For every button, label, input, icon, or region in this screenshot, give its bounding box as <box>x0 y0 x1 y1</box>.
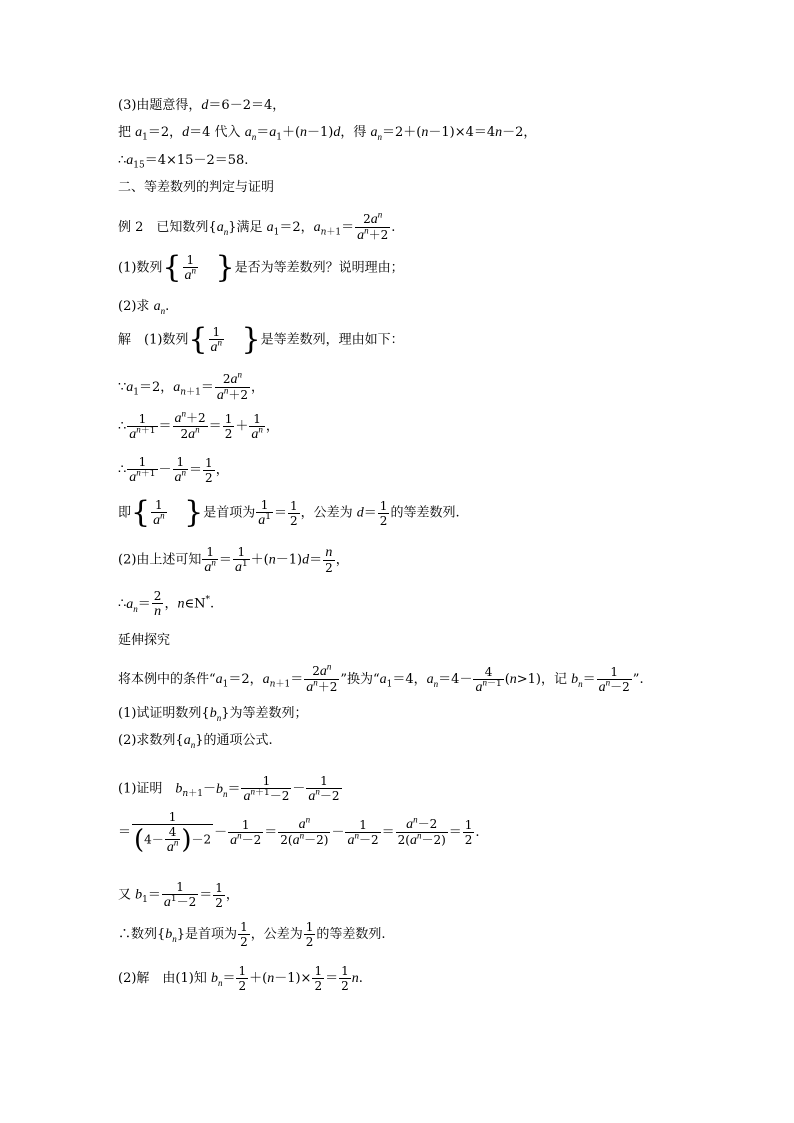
proof-step-1: (1)证明 $b_{n+1}-b_n=$ $\frac{1}{a^{n+1}-2}$ － $\frac{1}{a^n-2}$ <box>118 774 340 804</box>
solution-given: $\because a_1=2$，$a_{n+1}=$ $\frac{2a^n}{a^n+2}$ ， <box>118 369 264 403</box>
proof-b1: 又 $b_1=$ $\frac{1}{a^1-2}$ ＝ $\frac{1}{2}$ ， <box>118 880 239 910</box>
solution-2-extension: (2)解 由(1)知 $b_n=$ $\frac{1}{2}$ ＋(n－1)× $\frac{1}{2}$ ＝ $\frac{1}{2}$ n. <box>118 964 363 993</box>
solution-1-intro: 解 (1)数列{ $\frac{1}{a^n}$ }是等差数列，理由如下： <box>118 322 404 357</box>
solution-2-formula: (2)由上述可知 $\frac{1}{a^n}$ ＝ $\frac{1}{a^1}$ ＋(n－1)d＝ $\frac{n}{2}$ ， <box>118 545 349 575</box>
line-a15: $\therefore a_{15}=4\times 15-2=58$. <box>118 153 249 171</box>
question-2: (2)求 $a_n$. <box>118 299 170 316</box>
extension-question-1: (1)试证明数列$\{b_n\}$为等差数列； <box>118 706 308 723</box>
solution-reciprocal: ∴ $\frac{1}{a^{n+1}}$ ＝ $\frac{a^n+2}{2a^n}$ ＝ $\frac{1}{2}$ ＋ $\frac{1}{a^n}$ ， <box>118 408 279 442</box>
extension-question-2: (2)求数列$\{a_n\}$的通项公式. <box>118 733 273 750</box>
section-heading: 二、等差数列的判定与证明 <box>118 180 275 195</box>
proof-step-2: ＝ 1 (4－ $\frac{4}{a^n}$ )－2 － $\frac{1}{a^n-2}$ ＝ $\frac{a^n}{2(a^n-2)}$ － $\frac{1}{a^n-2}$ ＝ $\frac{a^n-2}{2(a^n-2)}$ ＝ $\frac{1}{2}$ . <box>118 810 480 855</box>
extension-statement: 将本例中的条件“$a_1=2$，$a_{n+1}=$ $\frac{2a^n}{a^n+2}$ ”换为“$a_1=4$，$a_n=4-$ $\frac{4}{a^{n-1}}$ (n>1)，记 $b_n=$ $\frac{1}{a^n-2}$ ”. <box>118 661 644 695</box>
proof-conclusion: ∴数列$\{b_n\}$是首项为 $\frac{1}{2}$ ，公差为 $\frac{1}{2}$ 的等差数列. <box>118 920 386 949</box>
line-substitute: 把 $a_1=2$，d＝4 代入 $a_n=a_1+(n-1)d$，得 $a_n=2+(n-1)\times 4=4n-2$， <box>118 125 537 143</box>
example-2-statement: 例 2 已知数列$\{a_n\}$满足 $a_1=2$，$a_{n+1}=$ $\frac{2a^n}{a^n+2}$ . <box>118 209 396 243</box>
solution-difference: ∴ $\frac{1}{a^{n+1}}$ － $\frac{1}{a^n}$ ＝ $\frac{1}{2}$ ， <box>118 455 229 485</box>
solution-2-result: $\therefore a_n=$ $\frac{2}{n}$ ，n∈N*. <box>118 589 215 619</box>
question-1: (1)数列{ $\frac{1}{a^n}$ }是否为等差数列？说明理由； <box>118 250 404 285</box>
extension-heading: 延伸探究 <box>118 633 171 648</box>
line-3-common-difference: (3)由题意得，d＝6－2＝4， <box>118 98 286 113</box>
solution-conclusion: 即{ $\frac{1}{a^n}$ }是首项为 $\frac{1}{a^1}$ ＝ $\frac{1}{2}$ ，公差为 d＝ $\frac{1}{2}$ 的等差数列. <box>118 495 460 530</box>
